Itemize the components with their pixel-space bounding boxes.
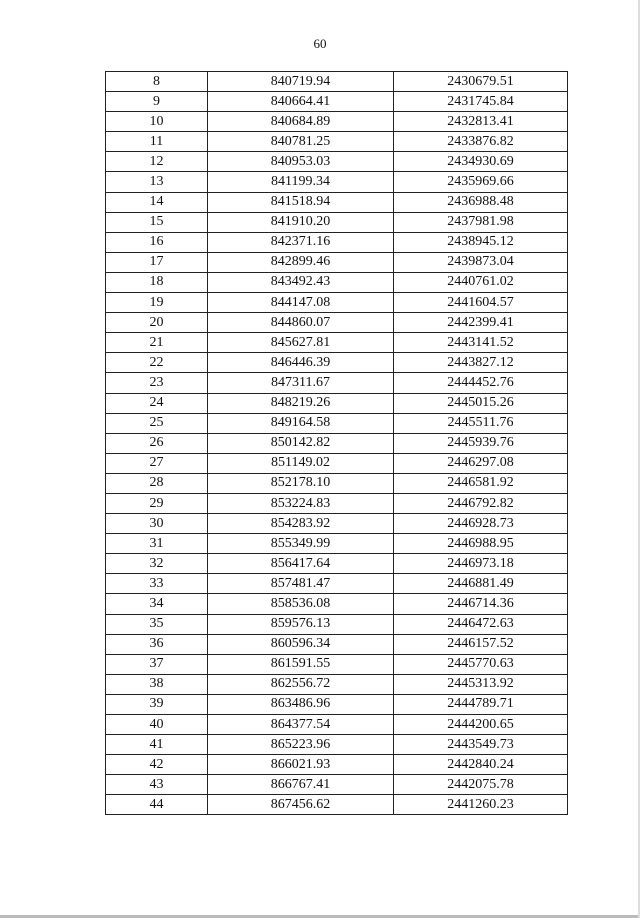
x-coordinate-cell: 841910.20	[208, 212, 394, 232]
y-coordinate-cell: 2446881.49	[394, 574, 568, 594]
point-number-cell: 21	[106, 333, 208, 353]
point-number-cell: 10	[106, 112, 208, 132]
x-coordinate-cell: 866021.93	[208, 755, 394, 775]
y-coordinate-cell: 2439873.04	[394, 252, 568, 272]
table-row	[106, 694, 568, 714]
table-row	[106, 574, 568, 594]
y-coordinate-cell: 2438945.12	[394, 232, 568, 252]
y-coordinate-cell: 2445939.76	[394, 433, 568, 453]
x-coordinate-cell: 866767.41	[208, 775, 394, 795]
point-number-cell: 18	[106, 272, 208, 292]
table-row	[106, 152, 568, 172]
x-coordinate-cell: 864377.54	[208, 715, 394, 735]
table-row	[106, 413, 568, 433]
x-coordinate-cell: 862556.72	[208, 674, 394, 694]
page-number: 60	[313, 36, 327, 51]
y-coordinate-cell: 2445770.63	[394, 654, 568, 674]
point-number-cell: 35	[106, 614, 208, 634]
table-row	[106, 72, 568, 92]
y-coordinate-cell: 2443141.52	[394, 333, 568, 353]
point-number-cell: 30	[106, 514, 208, 534]
point-number-cell: 16	[106, 232, 208, 252]
point-number-cell: 20	[106, 313, 208, 333]
x-coordinate-cell: 849164.58	[208, 413, 394, 433]
point-number-cell: 23	[106, 373, 208, 393]
table-row	[106, 775, 568, 795]
table-row	[106, 433, 568, 453]
point-number-cell: 40	[106, 715, 208, 735]
x-coordinate-cell: 852178.10	[208, 473, 394, 493]
table-row	[106, 232, 568, 252]
table-row	[106, 373, 568, 393]
x-coordinate-cell: 863486.96	[208, 694, 394, 714]
y-coordinate-cell: 2446581.92	[394, 473, 568, 493]
table-row	[106, 514, 568, 534]
x-coordinate-cell: 867456.62	[208, 795, 394, 815]
y-coordinate-cell: 2430679.51	[394, 72, 568, 92]
point-number-cell: 44	[106, 795, 208, 815]
x-coordinate-cell: 840781.25	[208, 132, 394, 152]
point-number-cell: 24	[106, 393, 208, 413]
point-number-cell: 25	[106, 413, 208, 433]
x-coordinate-cell: 851149.02	[208, 453, 394, 473]
x-coordinate-cell: 840719.94	[208, 72, 394, 92]
table-row	[106, 192, 568, 212]
x-coordinate-cell: 861591.55	[208, 654, 394, 674]
point-number-cell: 28	[106, 473, 208, 493]
point-number-cell: 12	[106, 152, 208, 172]
y-coordinate-cell: 2446928.73	[394, 514, 568, 534]
point-number-cell: 15	[106, 212, 208, 232]
point-number-cell: 38	[106, 674, 208, 694]
y-coordinate-cell: 2446714.36	[394, 594, 568, 614]
x-coordinate-cell: 847311.67	[208, 373, 394, 393]
table-row	[106, 614, 568, 634]
y-coordinate-cell: 2441260.23	[394, 795, 568, 815]
y-coordinate-cell: 2432813.41	[394, 112, 568, 132]
point-number-cell: 39	[106, 694, 208, 714]
x-coordinate-cell: 858536.08	[208, 594, 394, 614]
y-coordinate-cell: 2434930.69	[394, 152, 568, 172]
table-row	[106, 212, 568, 232]
y-coordinate-cell: 2436988.48	[394, 192, 568, 212]
table-body	[106, 72, 568, 815]
x-coordinate-cell: 841518.94	[208, 192, 394, 212]
point-number-cell: 31	[106, 534, 208, 554]
x-coordinate-cell: 844147.08	[208, 293, 394, 313]
point-number-cell: 11	[106, 132, 208, 152]
table-row	[106, 453, 568, 473]
x-coordinate-cell: 855349.99	[208, 534, 394, 554]
table-row	[106, 172, 568, 192]
table-row	[106, 293, 568, 313]
x-coordinate-cell: 853224.83	[208, 493, 394, 513]
x-coordinate-cell: 844860.07	[208, 313, 394, 333]
y-coordinate-cell: 2445511.76	[394, 413, 568, 433]
y-coordinate-cell: 2446792.82	[394, 493, 568, 513]
table-row	[106, 252, 568, 272]
x-coordinate-cell: 840664.41	[208, 92, 394, 112]
y-coordinate-cell: 2444789.71	[394, 694, 568, 714]
point-number-cell: 41	[106, 735, 208, 755]
x-coordinate-cell: 857481.47	[208, 574, 394, 594]
table-row	[106, 313, 568, 333]
y-coordinate-cell: 2446988.95	[394, 534, 568, 554]
table-row	[106, 92, 568, 112]
x-coordinate-cell: 840953.03	[208, 152, 394, 172]
point-number-cell: 26	[106, 433, 208, 453]
table-row	[106, 534, 568, 554]
table-row	[106, 795, 568, 815]
table-row	[106, 634, 568, 654]
table-row	[106, 493, 568, 513]
table-row	[106, 674, 568, 694]
x-coordinate-cell: 848219.26	[208, 393, 394, 413]
point-number-cell: 42	[106, 755, 208, 775]
table-row	[106, 594, 568, 614]
point-number-cell: 13	[106, 172, 208, 192]
y-coordinate-cell: 2446157.52	[394, 634, 568, 654]
x-coordinate-cell: 860596.34	[208, 634, 394, 654]
x-coordinate-cell: 843492.43	[208, 272, 394, 292]
y-coordinate-cell: 2437981.98	[394, 212, 568, 232]
y-coordinate-cell: 2443827.12	[394, 353, 568, 373]
y-coordinate-cell: 2445313.92	[394, 674, 568, 694]
x-coordinate-cell: 842899.46	[208, 252, 394, 272]
point-number-cell: 19	[106, 293, 208, 313]
x-coordinate-cell: 846446.39	[208, 353, 394, 373]
coordinates-table	[105, 71, 568, 815]
table-row	[106, 353, 568, 373]
table-row	[106, 393, 568, 413]
y-coordinate-cell: 2446472.63	[394, 614, 568, 634]
x-coordinate-cell: 850142.82	[208, 433, 394, 453]
table-row	[106, 654, 568, 674]
y-coordinate-cell: 2442840.24	[394, 755, 568, 775]
x-coordinate-cell: 840684.89	[208, 112, 394, 132]
y-coordinate-cell: 2433876.82	[394, 132, 568, 152]
table-row	[106, 272, 568, 292]
point-number-cell: 22	[106, 353, 208, 373]
y-coordinate-cell: 2446973.18	[394, 554, 568, 574]
y-coordinate-cell: 2444200.65	[394, 715, 568, 735]
point-number-cell: 33	[106, 574, 208, 594]
y-coordinate-cell: 2441604.57	[394, 293, 568, 313]
table-row	[106, 333, 568, 353]
table-row	[106, 715, 568, 735]
point-number-cell: 27	[106, 453, 208, 473]
y-coordinate-cell: 2435969.66	[394, 172, 568, 192]
y-coordinate-cell: 2431745.84	[394, 92, 568, 112]
table-row	[106, 735, 568, 755]
x-coordinate-cell: 859576.13	[208, 614, 394, 634]
point-number-cell: 43	[106, 775, 208, 795]
table-row	[106, 473, 568, 493]
table-row	[106, 132, 568, 152]
x-coordinate-cell: 856417.64	[208, 554, 394, 574]
y-coordinate-cell: 2446297.08	[394, 453, 568, 473]
y-coordinate-cell: 2442075.78	[394, 775, 568, 795]
x-coordinate-cell: 845627.81	[208, 333, 394, 353]
point-number-cell: 34	[106, 594, 208, 614]
point-number-cell: 29	[106, 493, 208, 513]
point-number-cell: 36	[106, 634, 208, 654]
table-row	[106, 554, 568, 574]
table-row	[106, 755, 568, 775]
point-number-cell: 32	[106, 554, 208, 574]
x-coordinate-cell: 865223.96	[208, 735, 394, 755]
point-number-cell: 9	[106, 92, 208, 112]
x-coordinate-cell: 854283.92	[208, 514, 394, 534]
point-number-cell: 8	[106, 72, 208, 92]
y-coordinate-cell: 2443549.73	[394, 735, 568, 755]
y-coordinate-cell: 2442399.41	[394, 313, 568, 333]
y-coordinate-cell: 2445015.26	[394, 393, 568, 413]
y-coordinate-cell: 2440761.02	[394, 272, 568, 292]
point-number-cell: 14	[106, 192, 208, 212]
point-number-cell: 17	[106, 252, 208, 272]
x-coordinate-cell: 841199.34	[208, 172, 394, 192]
point-number-cell: 37	[106, 654, 208, 674]
table-row	[106, 112, 568, 132]
y-coordinate-cell: 2444452.76	[394, 373, 568, 393]
x-coordinate-cell: 842371.16	[208, 232, 394, 252]
